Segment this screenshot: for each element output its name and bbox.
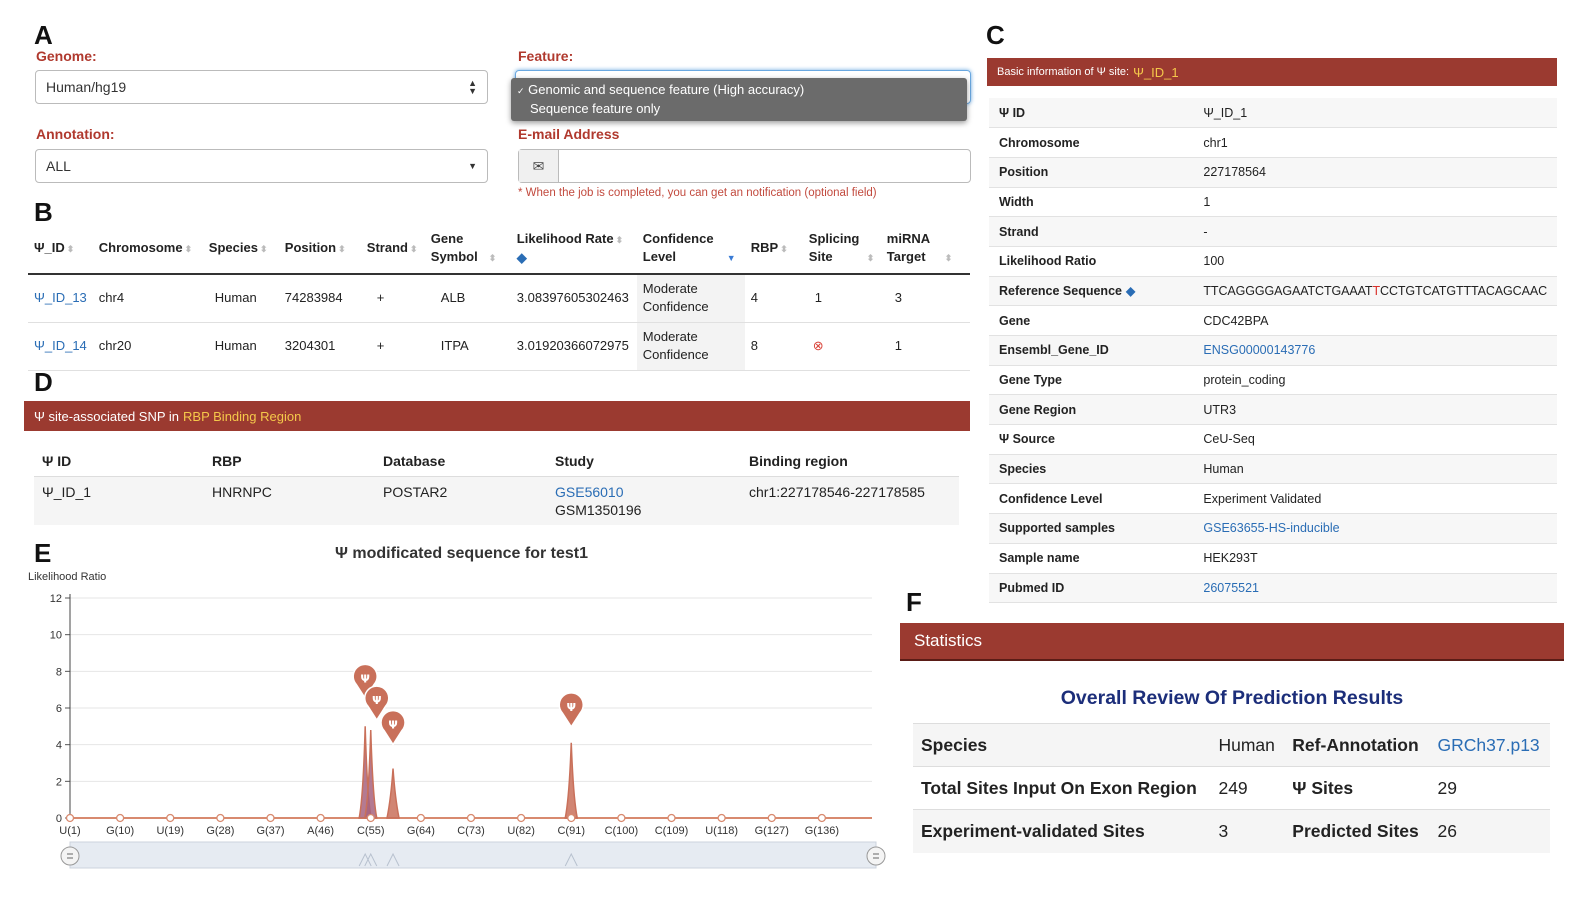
info-key: Width <box>999 194 1034 209</box>
y-tick-label: 8 <box>55 666 62 679</box>
table-row: Ψ_ID_1 HNRNPC POSTAR2 GSE56010 GSM1350196 chr1:227178546-227178585 <box>34 476 959 525</box>
info-row <box>989 187 1557 217</box>
info-key: Gene Region <box>999 402 1077 417</box>
info-value: CDC42BPA <box>1203 313 1269 328</box>
caret-down-icon: ▼ <box>468 161 477 171</box>
info-key: Strand <box>999 224 1039 239</box>
range-handle-knob <box>61 847 79 865</box>
email-group <box>518 149 971 183</box>
range-handle-right[interactable] <box>867 847 885 865</box>
x-tick-label: A(46) <box>307 825 335 837</box>
feature-option-sequence-only[interactable]: Sequence feature only <box>530 101 661 116</box>
psi-marker-label: Ψ <box>372 694 382 707</box>
ref-annotation-link[interactable]: GRCh37.p13 <box>1437 734 1540 755</box>
info-value: CeU-Seq <box>1203 432 1255 447</box>
statistics-heading: Overall Review Of Prediction Results <box>1060 687 1404 709</box>
table-row: Ψ_ID_13 chr4 Human 74283984 + ALB 3.08397605302463 Moderate Confidence 4 1 3 <box>28 274 970 322</box>
data-point <box>117 815 124 822</box>
info-value: Human <box>1203 462 1244 477</box>
info-key: Ψ Source <box>999 432 1055 447</box>
info-row <box>989 128 1557 158</box>
panel-label-e: E <box>34 538 52 568</box>
likelihood-chart <box>0 580 900 880</box>
psi-marker <box>559 693 583 727</box>
x-tick-label: G(127) <box>754 825 789 837</box>
annotation-label: Annotation: <box>36 126 115 142</box>
basic-info-header-bar <box>987 58 1557 86</box>
annotation-select[interactable] <box>35 149 488 183</box>
col-chromosome[interactable]: Chromosome ⬍ <box>98 240 193 255</box>
snp-title: Ψ site-associated SNP in <box>34 408 180 424</box>
info-key: Reference Sequence ◆ <box>999 283 1136 298</box>
y-tick-label: 0 <box>55 813 62 825</box>
feature-label: Feature: <box>518 48 574 64</box>
info-value[interactable]: 26075521 <box>1203 580 1260 595</box>
psi-marker-label: Ψ <box>566 700 576 714</box>
data-point <box>518 815 525 822</box>
info-row <box>989 336 1557 366</box>
basic-info-title: Basic information of Ψ site: <box>997 66 1130 78</box>
info-row <box>989 157 1557 187</box>
no-splicing-icon: ⊗ <box>812 338 824 353</box>
y-tick-label: 6 <box>55 703 62 715</box>
tag-icon: ◆ <box>516 250 527 265</box>
table-row: Experiment-validated Sites 3 Predicted Sites 26 <box>913 810 1550 853</box>
data-point <box>367 815 374 822</box>
x-tick-label: C(109) <box>654 825 689 837</box>
data-point <box>718 815 725 822</box>
sort-icon: ⬍ <box>615 235 624 245</box>
info-value: Experiment Validated <box>1203 491 1322 506</box>
sort-icon: ⬍ <box>338 244 346 254</box>
x-tick-label: G(10) <box>106 825 135 837</box>
info-row <box>989 543 1557 573</box>
sort-icon: ⬍ <box>488 253 497 263</box>
chart-ylabel: Likelihood Ratio <box>28 571 107 583</box>
panel-label-c: C <box>986 20 1005 50</box>
sort-icon: ⬍ <box>66 244 75 254</box>
modified-base: T <box>1372 283 1381 298</box>
info-row <box>989 454 1557 484</box>
panel-label-a: A <box>34 20 53 50</box>
x-tick-label: G(136) <box>804 825 839 837</box>
info-row <box>989 514 1557 544</box>
peak-area <box>565 743 577 818</box>
data-point <box>317 815 324 822</box>
range-handle-knob <box>867 847 885 865</box>
info-key: Chromosome <box>999 135 1080 150</box>
info-key: Ψ ID <box>999 105 1026 120</box>
info-value: UTR3 <box>1203 402 1237 417</box>
table-row: Total Sites Input On Exon Region 249 Ψ Sites 29 <box>913 767 1550 810</box>
genome-select[interactable] <box>35 70 488 104</box>
info-value[interactable]: GSE63655-HS-inducible <box>1203 521 1340 536</box>
x-tick-label: U(82) <box>507 825 535 837</box>
info-row <box>989 365 1557 395</box>
updown-arrows-icon: ▲ ▼ <box>468 78 477 96</box>
col-gene-symbol[interactable]: Gene Symbol ⬍ <box>430 231 497 264</box>
genome-label: Genome: <box>36 48 97 64</box>
x-tick-label: U(19) <box>156 825 185 837</box>
info-key: Species <box>999 462 1047 477</box>
data-point <box>468 815 475 822</box>
info-row <box>989 246 1557 276</box>
info-key: Supported samples <box>999 521 1115 536</box>
info-value: 1 <box>1203 194 1211 209</box>
info-value: 227178564 <box>1203 165 1266 180</box>
sort-icon: ⬍ <box>184 244 193 254</box>
check-icon: ✓ <box>517 86 525 96</box>
email-hint: * When the job is completed, you can get an notification (optional field) <box>518 187 877 199</box>
info-row <box>989 425 1557 455</box>
statistics-header-bar: Statistics <box>900 623 1564 661</box>
info-value: TTCAGGGGAGAATCTGAAATTCCTGTCATGTTTACAGCAAC <box>1203 283 1547 298</box>
info-key: Ensembl_Gene_ID <box>999 343 1109 358</box>
table-row: Species Human Ref-Annotation GRCh37.p13 <box>913 724 1550 767</box>
data-point <box>417 815 424 822</box>
basic-info-title-highlight: Ψ_ID_1 <box>1133 64 1179 80</box>
x-tick-label: C(100) <box>604 825 639 837</box>
y-tick-label: 12 <box>49 593 62 605</box>
x-tick-label: G(37) <box>256 825 285 837</box>
col-mirna-target[interactable]: miRNA Target ⬍ <box>886 231 953 264</box>
psi-marker-label: Ψ <box>388 718 398 732</box>
sort-icon: ⬍ <box>780 244 788 254</box>
info-row <box>989 573 1557 603</box>
data-point <box>818 815 825 822</box>
info-value: - <box>1203 224 1208 239</box>
email-input[interactable] <box>559 150 970 182</box>
data-point <box>618 815 625 822</box>
basic-info-table <box>989 98 1557 603</box>
sort-desc-icon: ▼ <box>726 253 736 263</box>
study-link[interactable]: GSE56010 <box>555 483 624 500</box>
snp-header-bar <box>24 401 970 431</box>
psi-marker-label: Ψ <box>360 672 370 686</box>
info-key: Gene <box>999 313 1031 328</box>
panel-label-f: F <box>906 587 922 617</box>
data-point <box>267 815 274 822</box>
col-species[interactable]: Species ⬍ <box>208 240 268 255</box>
x-tick-label: C(55) <box>356 825 385 837</box>
col-strand[interactable]: Strand ⬍ <box>366 240 418 255</box>
info-value: HEK293T <box>1203 551 1258 566</box>
info-row <box>989 276 1557 306</box>
x-tick-label: U(118) <box>705 825 739 837</box>
panel-label-b: B <box>34 197 53 227</box>
panel-label-d: D <box>34 367 53 397</box>
x-tick-label: U(1) <box>59 825 81 837</box>
data-point <box>668 815 675 822</box>
info-value: Ψ_ID_1 <box>1203 105 1248 120</box>
tag-icon: ◆ <box>1125 283 1136 298</box>
range-handle-left[interactable] <box>61 847 79 865</box>
chart-title: Ψ modificated sequence for test1 <box>335 545 589 562</box>
x-tick-label: G(28) <box>206 825 235 837</box>
info-value[interactable]: ENSG00000143776 <box>1203 343 1316 358</box>
envelope-icon: ✉ <box>519 150 559 182</box>
snp-table: Ψ ID RBP Database Study Binding region Ψ_ID_1 HNRNPC POSTAR2 GSE56010 GSM1350196 chr1:227178546-227178585 <box>34 446 959 525</box>
y-tick-label: 4 <box>55 739 62 752</box>
data-point <box>217 815 224 822</box>
info-value: 100 <box>1203 254 1225 269</box>
info-key: Pubmed ID <box>999 580 1065 595</box>
info-row <box>989 98 1557 128</box>
info-key: Position <box>999 165 1049 180</box>
sort-icon: ⬍ <box>409 244 418 254</box>
statistics-table <box>913 723 1550 853</box>
col-likelihood-rate[interactable]: Likelihood Rate ⬍ ◆ <box>516 231 624 265</box>
col-splicing-site[interactable]: Splicing Site ⬍ <box>808 231 875 264</box>
y-tick-label: 10 <box>49 629 62 642</box>
col-position[interactable]: Position ⬍ <box>284 240 346 255</box>
data-point <box>67 815 74 822</box>
info-value: chr1 <box>1203 135 1228 150</box>
sort-icon: ⬍ <box>944 253 953 263</box>
x-tick-label: C(91) <box>557 825 586 837</box>
psi-id-link[interactable]: Ψ_ID_13 <box>34 290 87 306</box>
data-point <box>568 815 575 822</box>
snp-title-highlight: RBP Binding Region <box>183 408 302 424</box>
study-sample: GSM1350196 <box>555 501 642 518</box>
sort-icon: ⬍ <box>259 244 268 254</box>
genome-select-value: Human/hg19 <box>46 79 127 95</box>
results-table <box>28 224 970 371</box>
data-point <box>167 815 174 822</box>
range-navigator <box>70 842 876 868</box>
y-tick-label: 2 <box>55 776 62 789</box>
basic-info-table-wrap <box>989 98 1557 603</box>
sort-icon: ⬍ <box>866 253 875 263</box>
info-row <box>989 395 1557 425</box>
annotation-select-value: ALL <box>46 158 71 174</box>
col-confidence-level[interactable]: Confidence Level ▼ <box>642 231 736 264</box>
info-key: Confidence Level <box>999 491 1103 506</box>
x-tick-label: G(64) <box>406 825 435 837</box>
info-key: Likelihood Ratio <box>999 254 1097 269</box>
feature-option-high-accuracy[interactable]: ✓ Genomic and sequence feature (High accuracy) <box>517 82 805 97</box>
feature-dropdown-list <box>511 78 967 121</box>
email-label: E-mail Address <box>518 126 620 142</box>
col-psi-id[interactable]: Ψ_ID ⬍ <box>34 240 75 255</box>
info-key: Sample name <box>999 551 1080 566</box>
psi-id-link[interactable]: Ψ_ID_14 <box>34 338 87 353</box>
info-value: protein_coding <box>1203 373 1286 388</box>
table-row: Ψ_ID_14 chr20 Human 3204301 + ITPA 3.01920366072975 Moderate Confidence 8 ⊗ 1 <box>28 322 970 370</box>
peak-area <box>387 769 399 819</box>
info-key: Gene Type <box>999 373 1062 388</box>
data-point <box>768 815 775 822</box>
col-rbp[interactable]: RBP ⬍ <box>750 240 788 255</box>
psi-marker <box>381 711 405 745</box>
info-row <box>989 306 1557 336</box>
x-tick-label: C(73) <box>457 825 485 837</box>
info-row <box>989 484 1557 514</box>
info-row <box>989 217 1557 247</box>
